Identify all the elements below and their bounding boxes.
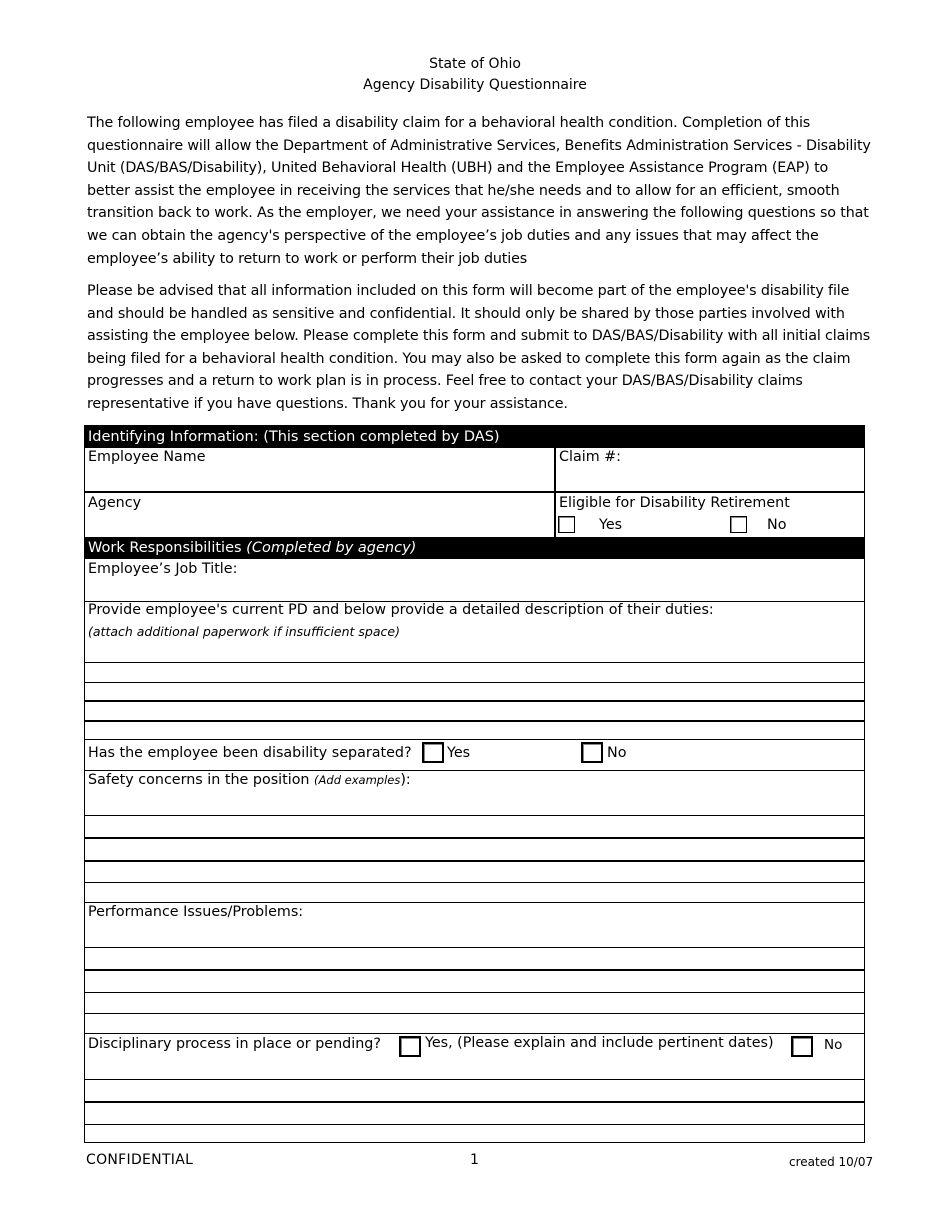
intro-paragraph-2: Please be advised that all information included on this form will become part of the employee's disability file and should be handled as sensitive and confidential. It should only be shared by those parties involved with assisting the employee below. Please complete this form and submit to DAS/BAS/Disability with all initial claims being filed for a behavioral health condition. You may also be asked to complete this form again as the claim progresses and a return to work plan is in process. Feel free to contact your DAS/BAS/Disability claims representative if you have questions. Thank you for your assistance.: [87, 283, 871, 412]
work-section-header: [85, 537, 864, 559]
separated-no-label: No: [607, 745, 627, 761]
safety-suffix: ):: [400, 772, 411, 788]
writing-line: [85, 860, 864, 862]
writing-line: [85, 1079, 864, 1080]
writing-line: [85, 882, 864, 883]
identifying-section-header: Identifying Information: (This section completed by DAS): [85, 426, 864, 448]
safety-concerns-label: [88, 772, 411, 788]
writing-line: [85, 1013, 864, 1014]
writing-line: [85, 662, 864, 663]
created-date: created 10/07: [789, 1155, 874, 1169]
disciplinary-yes-checkbox[interactable]: [399, 1036, 421, 1057]
separated-yes-checkbox[interactable]: [422, 742, 444, 763]
work-heading: Work Responsibilities: [88, 540, 242, 556]
row-divider: [85, 902, 864, 903]
retirement-yes-checkbox[interactable]: [558, 516, 575, 533]
pd-note: (attach additional paperwork if insufficient space): [88, 624, 400, 639]
retirement-no-label: No: [767, 517, 787, 533]
writing-line: [85, 992, 864, 993]
writing-line: [85, 947, 864, 948]
identifying-divider: [554, 448, 556, 538]
row-divider: [85, 1033, 864, 1034]
safety-text: Safety concerns in the position: [88, 772, 310, 788]
writing-line: [85, 815, 864, 816]
separated-yes-label: Yes: [447, 745, 471, 761]
claim-number-label: Claim #:: [559, 449, 621, 465]
separated-no-checkbox[interactable]: [581, 742, 603, 763]
eligible-retirement-label: Eligible for Disability Retirement: [559, 495, 790, 511]
writing-line: [85, 700, 864, 702]
separated-question: Has the employee been disability separated?: [88, 745, 412, 761]
retirement-yes-label: Yes: [599, 517, 623, 533]
writing-line: [85, 739, 864, 740]
state-title: State of Ohio: [429, 56, 521, 72]
row-divider: [85, 491, 864, 493]
page-number: 1: [470, 1152, 479, 1168]
writing-line: [85, 1101, 864, 1103]
work-heading-note: (Completed by agency): [246, 540, 417, 556]
row-divider: [85, 770, 864, 771]
writing-line: [85, 682, 864, 683]
writing-line: [85, 969, 864, 971]
writing-line: [85, 720, 864, 722]
questionnaire-form: [84, 425, 865, 1143]
safety-note: (Add examples: [314, 773, 401, 787]
disciplinary-yes-label: Yes, (Please explain and include pertinent dates): [425, 1035, 774, 1051]
disciplinary-no-checkbox[interactable]: [791, 1036, 813, 1057]
confidential-label: CONFIDENTIAL: [86, 1152, 194, 1168]
intro-paragraph-1: The following employee has filed a disability claim for a behavioral health condition. Completion of this questionnaire will allow the Department of Administrative Services, Benefits Administration Services - Disability Unit (DAS/BAS/Disability), United Behavioral Health (UBH) and the Employee Assistance Program (EAP) to better assist the employee in receiving the services that he/she needs and to allow for an efficient, smooth transition back to work. As the employer, we need your assistance in answering the following questions so that we can obtain the agency's perspective of the employee’s job duties and any issues that may affect the employee’s ability to return to work or perform their job duties: [87, 115, 871, 267]
agency-label: Agency: [88, 495, 142, 511]
document-title: Agency Disability Questionnaire: [363, 77, 587, 93]
writing-line: [85, 837, 864, 839]
performance-issues-label: Performance Issues/Problems:: [88, 904, 304, 920]
writing-line: [85, 1124, 864, 1125]
job-title-label: Employee’s Job Title:: [88, 561, 238, 577]
disciplinary-no-label: No: [824, 1037, 843, 1053]
pd-description-label: Provide employee's current PD and below provide a detailed description of their duties:: [88, 602, 714, 618]
retirement-no-checkbox[interactable]: [730, 516, 747, 533]
disciplinary-question: Disciplinary process in place or pending?: [88, 1036, 381, 1052]
employee-name-label: Employee Name: [88, 449, 206, 465]
